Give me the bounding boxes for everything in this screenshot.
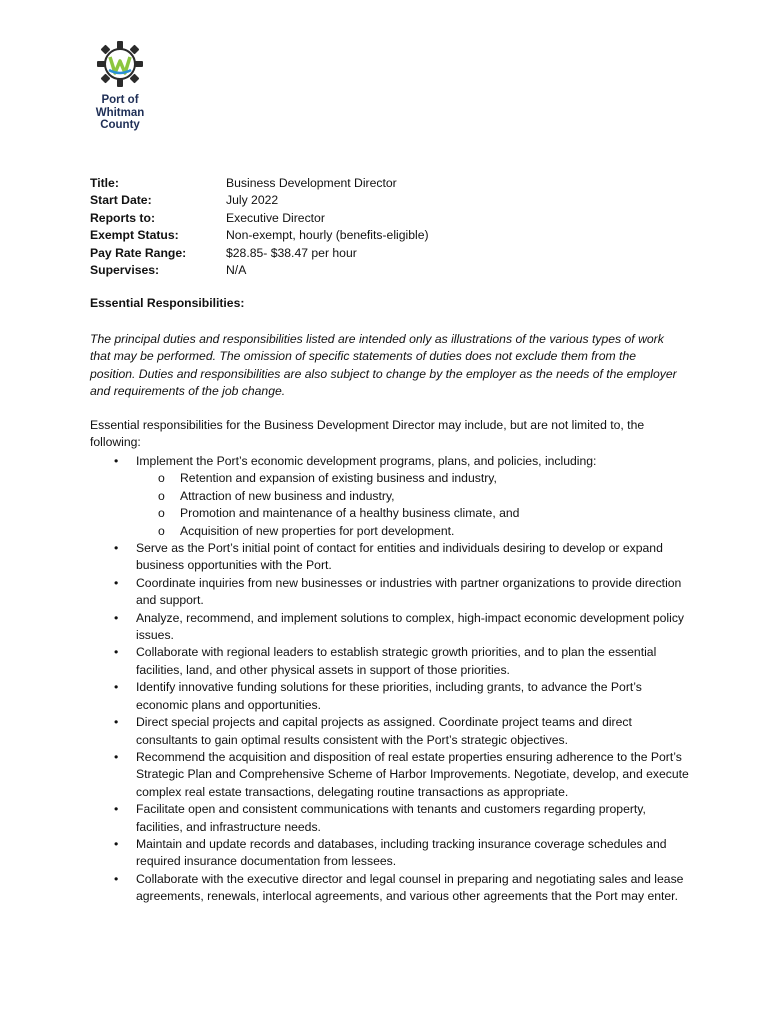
list-item-text: Recommend the acquisition and disposition of real estate properties ensuring adherence to the Port’s Strategic Plan and Comprehensive Scheme of Harbor Improvements. Negotiate, develop, and execute complex real estate transactions, delegating routine transactions as appropriate. [136, 749, 689, 799]
bullet-icon: • [114, 610, 119, 625]
sub-list-item [90, 470, 690, 487]
port-logo [88, 40, 158, 132]
list-item [90, 714, 690, 749]
logo-text-line: Whitman [95, 106, 145, 119]
sub-bullet-icon: o [158, 471, 165, 486]
responsibilities-list [90, 453, 690, 906]
job-detail-value: N/A [226, 263, 247, 278]
job-detail-label: Exempt Status: [90, 228, 179, 243]
job-detail-label: Title: [90, 176, 119, 190]
list-item [90, 540, 690, 575]
sub-list-item-text: Retention and expansion of existing business and industry, [180, 471, 497, 486]
bullet-icon: • [114, 871, 119, 886]
job-detail-row [90, 175, 429, 192]
logo-text-line: Port of [101, 94, 139, 106]
job-detail-row [90, 227, 429, 244]
bullet-icon: • [114, 836, 119, 851]
list-item-text: Implement the Port’s economic development programs, plans, and policies, including: [136, 454, 597, 468]
lead-paragraph: Essential responsibilities for the Business Development Director may include, but are not limited to, the following: [90, 418, 645, 450]
list-item [90, 610, 690, 645]
job-detail-row [90, 210, 429, 227]
bullet-icon: • [114, 715, 119, 730]
job-detail-row [90, 192, 429, 209]
bullet-icon: • [114, 645, 119, 660]
sub-list-item [90, 488, 690, 505]
list-item-text: Coordinate inquiries from new businesses or industries with partner organizations to provide direction and support. [136, 575, 682, 608]
logo-text-line: County [100, 119, 140, 131]
list-item [90, 453, 690, 470]
list-item [90, 749, 690, 801]
sub-bullet-icon: o [158, 523, 165, 538]
section-heading: Essential Responsibilities: [90, 296, 245, 310]
job-detail-value: July 2022 [226, 193, 279, 208]
list-item-text: Facilitate open and consistent communications with tenants and customers regarding property, facilities, and infrastructure needs. [136, 802, 646, 834]
job-details [90, 175, 429, 279]
list-item-text: Analyze, recommend, and implement solutions to complex, high-impact economic development policy issues. [136, 610, 685, 643]
list-item-text: Direct special projects and capital projects as assigned. Coordinate project teams and direct consultants to gain optimal results consistent with the Port’s strategic objectives. [136, 715, 632, 747]
bullet-icon: • [114, 454, 119, 468]
bullet-icon: • [114, 575, 119, 590]
list-item-text: Identify innovative funding solutions for these priorities, including grants, to advance the Port’s economic plans and opportunities. [136, 680, 642, 712]
job-detail-label: Pay Rate Range: [90, 245, 187, 260]
job-detail-value: Executive Director [226, 210, 325, 225]
sub-list-item-text: Attraction of new business and industry, [180, 488, 395, 503]
bullet-icon: • [114, 749, 119, 764]
job-detail-row [90, 245, 429, 262]
job-detail-label: Start Date: [90, 193, 152, 208]
list-item [90, 644, 690, 679]
job-detail-row [90, 262, 429, 279]
sub-bullet-icon: o [158, 506, 165, 521]
job-detail-label: Supervises: [90, 263, 160, 278]
sub-list-item-text: Promotion and maintenance of a healthy business climate, and [180, 506, 520, 521]
list-item-text: Maintain and update records and databases, including tracking insurance coverage schedules and required insurance documentation from lessees. [136, 836, 667, 869]
sub-bullet-icon: o [158, 488, 165, 503]
list-item [90, 801, 690, 836]
list-item [90, 871, 690, 906]
job-detail-value: Non-exempt, hourly (benefits-eligible) [226, 228, 429, 243]
job-detail-value: $28.85- $38.47 per hour [226, 245, 357, 260]
list-item [90, 679, 690, 714]
sub-list-item [90, 505, 690, 522]
list-item-text: Serve as the Port’s initial point of contact for entities and individuals desiring to develop or expand business opportunities with the Port. [136, 541, 663, 573]
bullet-icon: • [114, 802, 119, 817]
list-item [90, 575, 690, 610]
list-item-text: Collaborate with the executive director and legal counsel in preparing and negotiating sales and lease agreements, renewals, interlocal agreements, and various other agreements that the Port may enter. [136, 871, 684, 904]
port-logo-emblem-icon [96, 40, 144, 88]
bullet-icon: • [114, 541, 119, 556]
list-item-text: Collaborate with regional leaders to establish strategic growth priorities, and to plan the essential facilities, land, and other physical assets in support of those priorities. [136, 645, 657, 677]
job-detail-label: Reports to: [90, 210, 155, 225]
bullet-icon: • [114, 680, 119, 695]
sub-list-item [90, 523, 690, 540]
job-detail-value: Business Development Director [226, 176, 397, 190]
intro-paragraph: The principal duties and responsibilities listed are intended only as illustrations of the various types of work that may be performed. The omission of specific statements of duties does not exclude them from the position. Duties and responsibilities are also subject to change by the employer as the needs of the employer and requirements of the job change. [90, 332, 677, 399]
list-item [90, 836, 690, 871]
sub-list-item-text: Acquisition of new properties for port development. [180, 523, 455, 538]
